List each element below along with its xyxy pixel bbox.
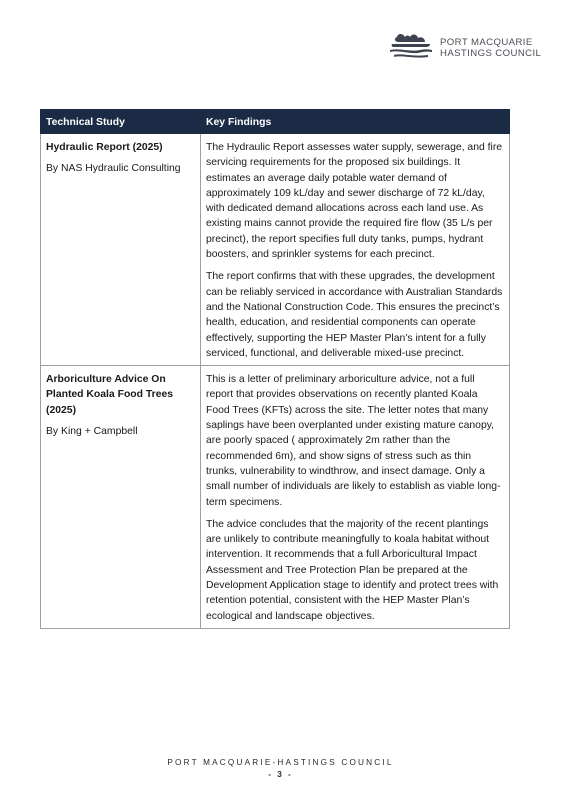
logo-wordmark (440, 37, 541, 59)
findings-paragraph: The advice concludes that the majority of the recent plantings are unlikely to contribute meaningfully to koala habitat without intervention. It recommends that a full Arboricultural Impact Assessment and Tree Protection Plan be prepared at the Development Application stage to identify and protect trees with retention potential, consistent with the HEP Master Plan’s ecological and landscape objectives. (206, 518, 499, 622)
findings-paragraph: The report confirms that with these upgrades, the development can be reliably serviced in accordance with Australian Standards and the National Construction Code. This ensures the precinct’s health, education, and residential components can operate effectively, supporting the HEP Master Plan’s intent for a fully serviced, functional, and deliverable mixed-use precinct. (206, 271, 503, 359)
findings-cell (201, 366, 510, 629)
page-number: - 3 - (268, 770, 293, 779)
technical-studies-table (40, 109, 510, 629)
footer-council-name: PORT MACQUARIE-HASTINGS COUNCIL (167, 758, 394, 767)
table-row (41, 134, 510, 366)
header-technical-study: Technical Study (41, 110, 201, 134)
findings-paragraph: The Hydraulic Report assesses water supply, sewerage, and fire servicing requirements for the proposed six buildings. It estimates an average daily potable water demand of approximately 109 kL/day and sewer discharge of 72 kL/day, with dedicated demand allocations across each land use. As existing mains cannot provide the required fire flow (35 L/s per precinct), the report specifies full duty tanks, pumps, hydrant boosters, and sprinkler systems for each precinct. (206, 142, 503, 261)
study-title: Hydraulic Report (2025) (46, 142, 163, 153)
study-title: Arboriculture Advice On Planted Koala Food Trees (2025) (46, 374, 174, 416)
study-cell (41, 134, 201, 366)
table-row (41, 366, 510, 629)
header-key-findings: Key Findings (201, 110, 510, 134)
logo-line-1: PORT MACQUARIE (440, 37, 533, 48)
study-cell (41, 366, 201, 629)
findings-cell (201, 134, 510, 366)
council-logo (388, 30, 542, 64)
council-logo-mark-icon (388, 31, 434, 63)
logo-line-2: HASTINGS COUNCIL (440, 48, 542, 59)
table-header-row (41, 110, 510, 134)
study-author: By King + Campbell (46, 426, 138, 438)
study-author: By NAS Hydraulic Consulting (46, 163, 181, 175)
findings-paragraph: This is a letter of preliminary arboriculture advice, not a full report that provides observations on recently planted Koala Food Trees (KFTs) across the site. The letter notes that many saplings have been overplanted under existing mature canopy, are poorly spaced ( approximately 2m rather than the recommended 6m), and show signs of stress such as thin trunks, vulnerability to windthrow, and insect damage. Only a small number of individuals are likely to establish as viable long-term specimens. (206, 374, 501, 508)
